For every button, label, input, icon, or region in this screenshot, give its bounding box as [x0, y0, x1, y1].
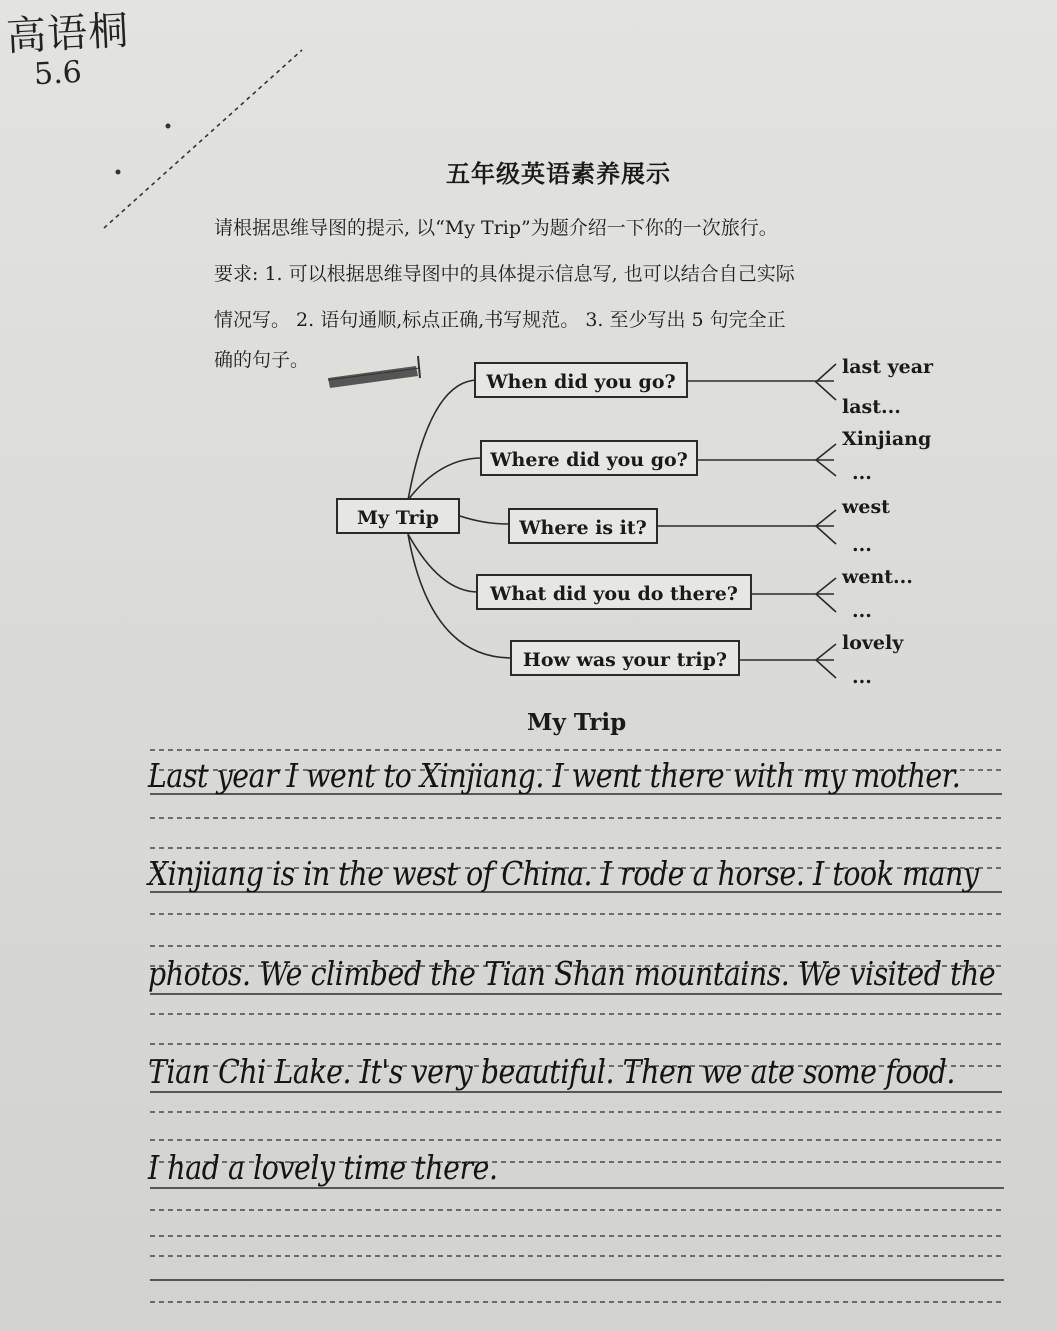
- instruction-line-4: 确的句子。: [214, 349, 310, 371]
- mind-map-question: Where is it?: [508, 508, 658, 544]
- handwritten-line: I had a lovely time there.: [148, 1148, 498, 1187]
- handwritten-line: Last year I went to Xinjiang. I went there with my mother.: [148, 756, 961, 795]
- mind-map-question: Where did you go?: [480, 440, 698, 476]
- mind-map-question: How was your trip?: [510, 640, 740, 676]
- mind-map-answer: ...: [852, 666, 872, 688]
- worksheet-title: 五年级英语素养展示: [446, 160, 671, 188]
- fold-guide-line: [104, 50, 302, 228]
- handwritten-line: Xinjiang is in the west of China. I rode a horse. I took many: [148, 854, 979, 893]
- handwritten-line: Tian Chi Lake. It's very beautiful. Then we ate some food.: [148, 1052, 955, 1091]
- mind-map-answer: Xinjiang: [842, 428, 932, 450]
- mind-map-answer: lovely: [842, 632, 904, 654]
- answer-connectors: [658, 364, 836, 678]
- mind-map-question: What did you do there?: [476, 574, 752, 610]
- fold-mark: [116, 170, 121, 175]
- mind-map-answer: went...: [842, 566, 913, 588]
- instruction-line-2: 要求: 1. 可以根据思维导图中的具体提示信息写, 也可以结合自己实际: [214, 263, 795, 285]
- pencil-drawing: [328, 356, 420, 388]
- writing-lines: [150, 750, 1004, 1302]
- mind-map-answer: west: [842, 496, 890, 518]
- student-name: 高语桐: [5, 7, 131, 61]
- instruction-line-3: 情况写。 2. 语句通顺,标点正确,书写规范。 3. 至少写出 5 句完全正: [214, 309, 786, 331]
- mind-map-answer: ...: [852, 600, 872, 622]
- fold-mark: [166, 124, 171, 129]
- mind-map-question: When did you go?: [474, 362, 688, 398]
- mind-map-answer: ...: [852, 462, 872, 484]
- mind-map-answer: last year: [842, 356, 934, 378]
- handwritten-line: photos. We climbed the Tian Shan mountains. We visited the: [148, 954, 996, 993]
- mind-map-center: My Trip: [336, 498, 460, 534]
- score-mark: 5.6: [33, 54, 83, 93]
- instruction-line-1: 请根据思维导图的提示, 以“My Trip”为题介绍一下你的一次旅行。: [214, 217, 778, 239]
- mind-map-answer: ...: [852, 534, 872, 556]
- composition-title: My Trip: [527, 709, 627, 736]
- mind-map-answer: last...: [842, 396, 901, 418]
